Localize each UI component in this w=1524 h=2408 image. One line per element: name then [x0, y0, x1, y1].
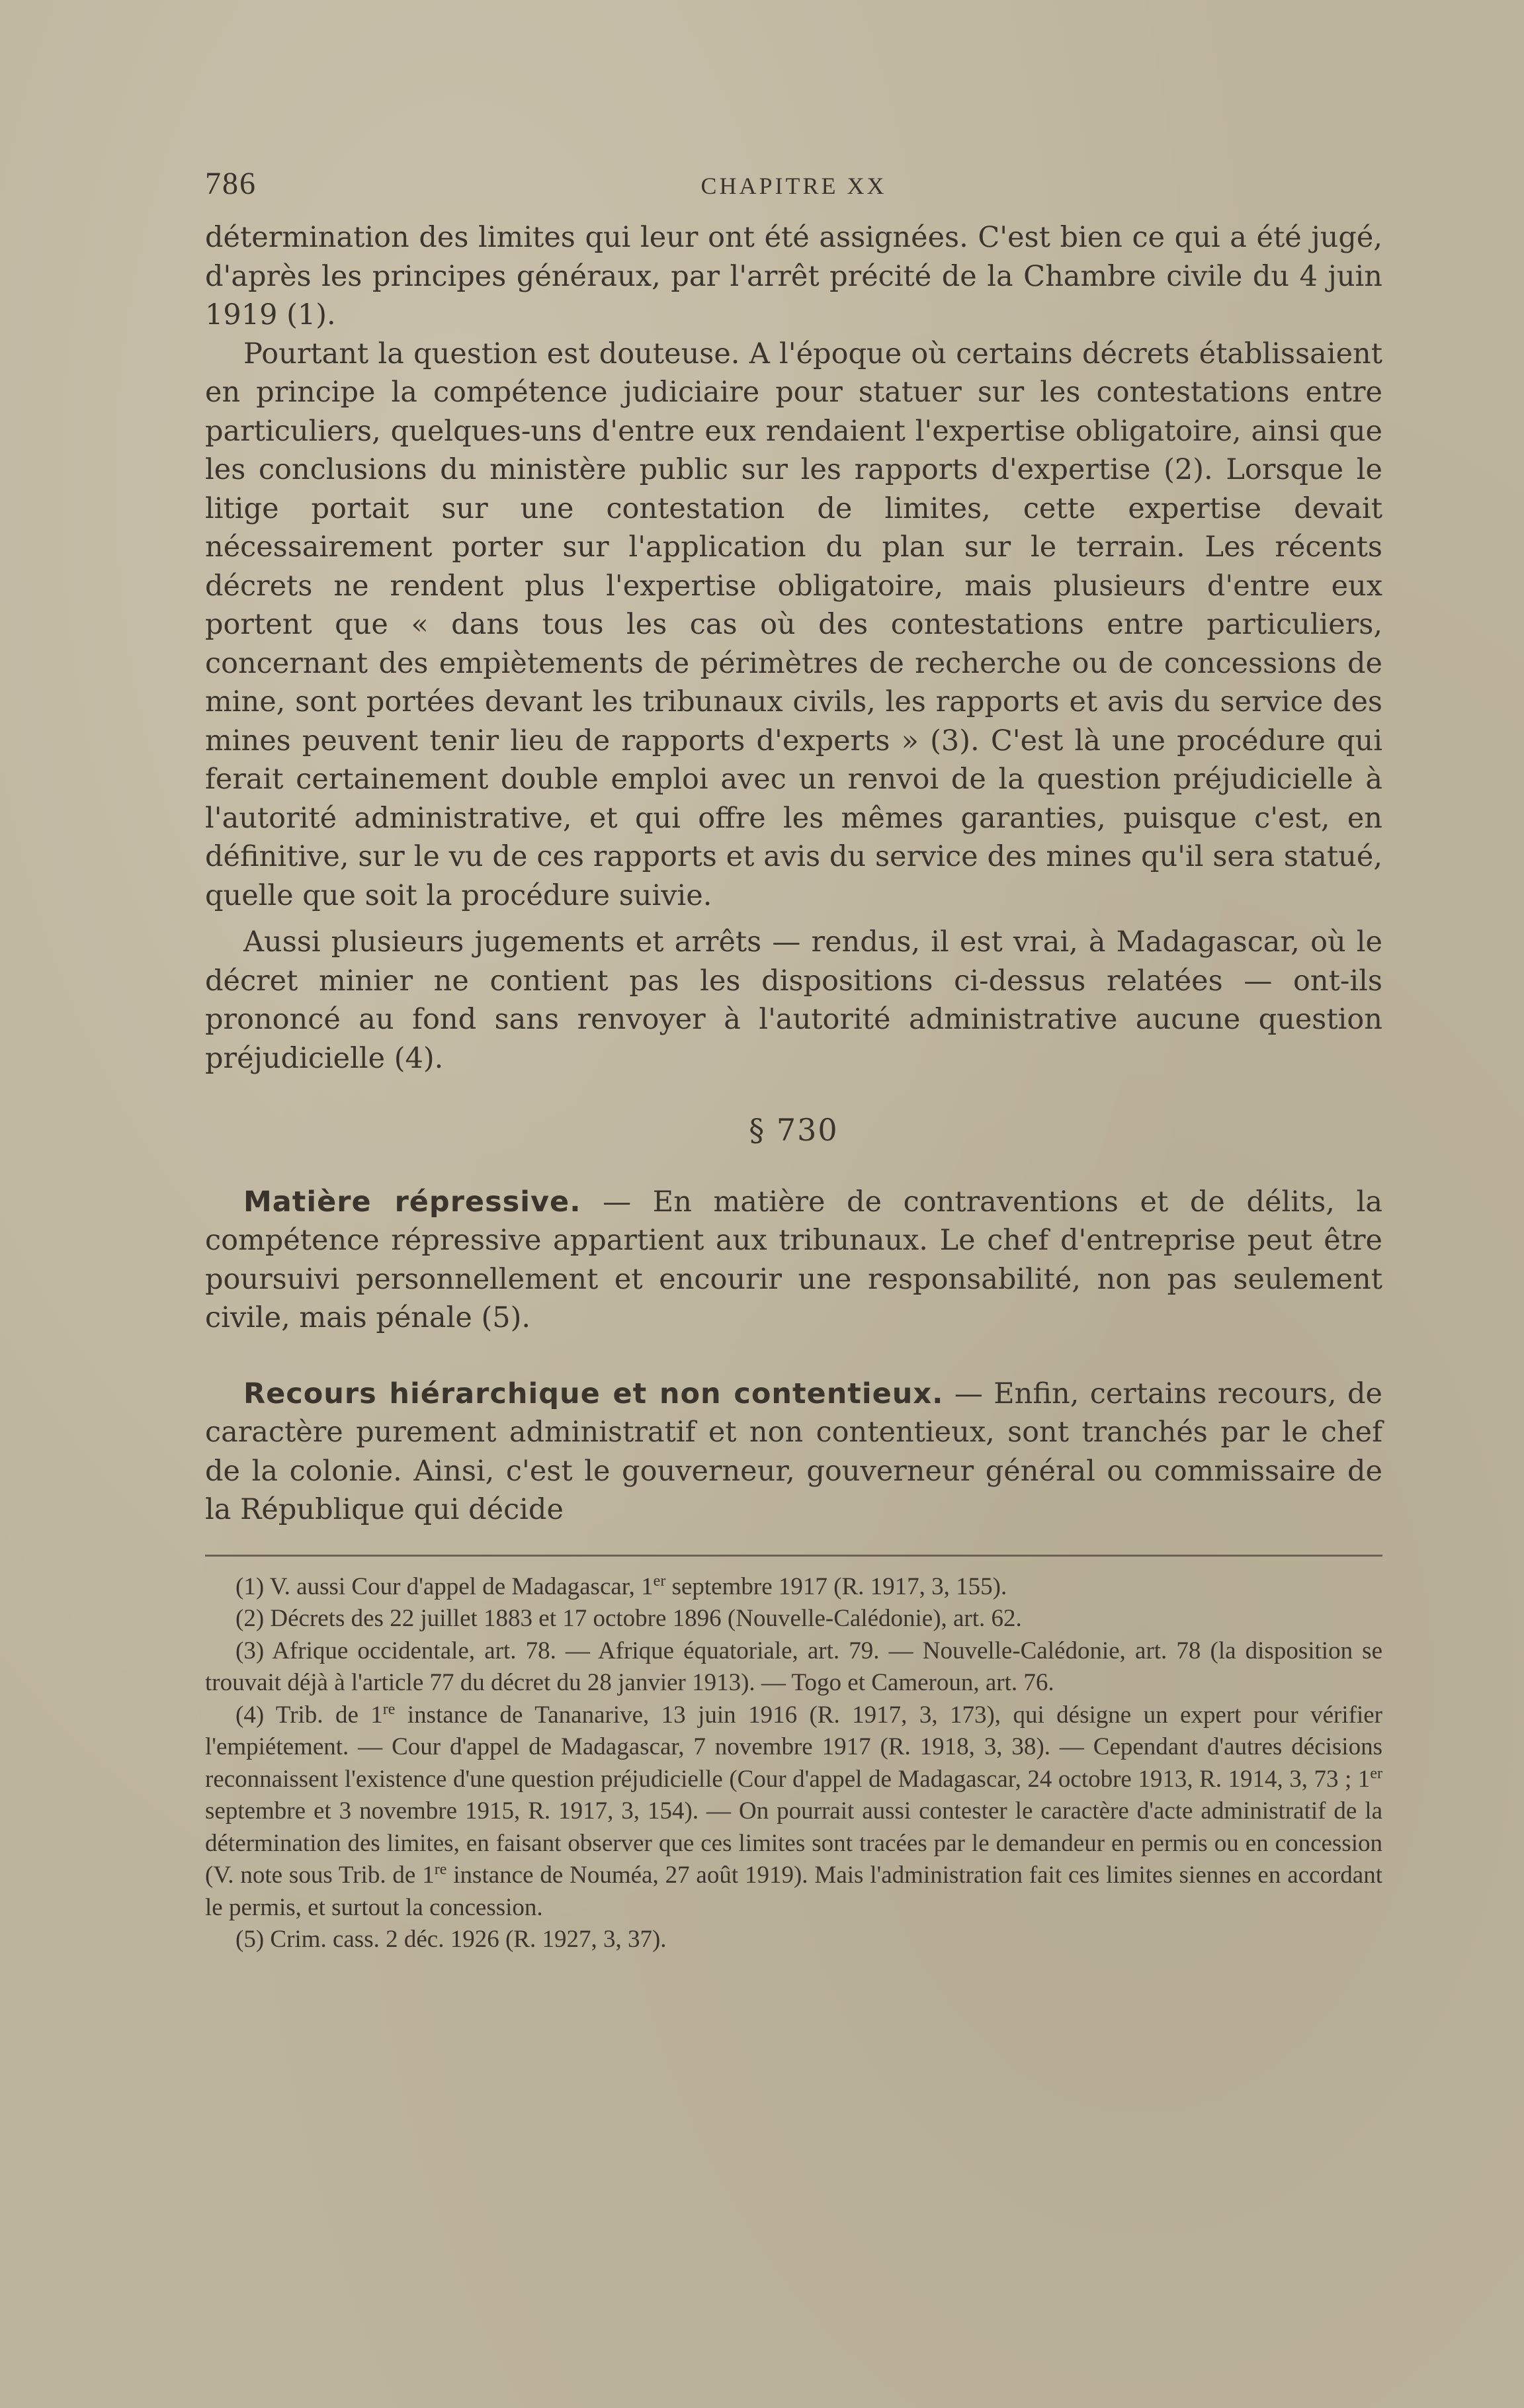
footnote-2: (2) Décrets des 22 juillet 1883 et 17 octobre 1896 (Nouvelle-Calédonie), art. 62.: [235, 1605, 1022, 1632]
paragraph-madagascar: Aussi plusieurs jugements et arrêts — rendus, il est vrai, à Madagascar, où le décret minier ne contient pas les dispositions ci-dessus relatées — ont-ils prononcé au fond sans renvoyer à l'autorité administrative aucune question préjudicielle (4).: [205, 925, 1382, 1075]
footnotes: [205, 1571, 1382, 1956]
chapter-title: CHAPITRE XX: [700, 173, 887, 199]
paragraph-continuation: détermination des limites qui leur ont été assignées. C'est bien ce qui a été jugé, d'après les principes généraux, par l'arrêt précité de la Chambre civile du 4 juin 1919 (1).: [205, 221, 1382, 331]
footnote-rule: [205, 1555, 1382, 1557]
paragraph-question-douteuse: Pourtant la question est douteuse. A l'époque où certains décrets établissaient en principe la compétence judiciaire pour statuer sur les contestations entre particuliers, quelques-uns d'entre eux rendaient l'expertise obligatoire, ainsi que les conclusions du ministère public sur les rapports d'expertise (2). Lorsque le litige portait sur une contestation de limites, cette expertise devait nécessairement porter sur l'application du plan sur le terrain. Les récents décrets ne rendent plus l'expertise obligatoire, mais plusieurs d'entre eux portent que « dans tous les cas où des contestations entre particuliers, concernant des empiètements de périmètres de recherche ou de concessions de mine, sont portées devant les tribunaux civils, les rapports et avis du service des mines peuvent tenir lieu de rapports d'experts » (3). C'est là une procédure qui ferait certainement double emploi avec un renvoi de la question préjudicielle à l'autorité administrative, et qui offre les mêmes garanties, puisque c'est, en définitive, sur le vu de ces rapports et avis du service des mines qu'il sera statué, quelle que soit la procédure suivie.: [205, 337, 1382, 912]
paragraph-matiere-repressive: [205, 1183, 1382, 1338]
footnote-1: (1) V. aussi Cour d'appel de Madagascar, 1er septembre 1917 (R. 1917, 3, 155).: [235, 1572, 1007, 1600]
running-head: [205, 165, 1382, 218]
book-page: [205, 165, 1382, 1956]
footnote-5: (5) Crim. cass. 2 déc. 1926 (R. 1927, 3, 37).: [235, 1926, 667, 1953]
paragraph-gap: [205, 1338, 1382, 1375]
section-heading: § 730: [749, 1112, 839, 1148]
paragraph-text: — Enfin, certains recours, de caractère purement administratif et non contentieux, sont tranchés par le chef de la colonie. Ainsi, c'est le gouverneur, gouverneur général ou commissaire de la République qui décide: [205, 1377, 1382, 1526]
page-number: 786: [205, 166, 257, 201]
run-in-heading: Matière répressive.: [243, 1185, 581, 1219]
footnote-4: (4) Trib. de 1re instance de Tananarive, 13 juin 1916 (R. 1917, 3, 173), qui désigne un expert pour vérifier l'empiétement. — Cour d'appel de Madagascar, 7 novembre 1917 (R. 1918, 3, 38). — Cependant d'autres décisions reconnaissent l'existence d'une question préjudicielle (Cour d'appel de Madagascar, 24 octobre 1913, R. 1914, 3, 73 ; 1er septembre et 3 novembre 1915, R. 1917, 3, 154). — On pourrait aussi contester le caractère d'acte administratif de la détermination des limites, en faisant observer que ces limites sont tracées par le demandeur en permis ou en concession (V. note sous Trib. de 1re instance de Nouméa, 27 août 1919). Mais l'administration fait ces limites siennes en accordant le permis, et surtout la concession.: [205, 1700, 1382, 1921]
run-in-heading: Recours hiérarchique et non contentieux.: [243, 1377, 944, 1410]
footnote-3: (3) Afrique occidentale, art. 78. — Afrique équatoriale, art. 79. — Nouvelle-Calédonie, art. 78 (la disposition se trouvait déjà à l'article 77 du décret du 28 janvier 1913). — Togo et Cameroun, art. 76.: [205, 1637, 1382, 1696]
main-text: [205, 218, 1382, 1529]
paragraph-recours-hierarchique: [205, 1375, 1382, 1529]
paragraph-text: — En matière de contraventions et de délits, la compétence répressive appartient aux tribunaux. Le chef d'entreprise peut être poursuivi personnellement et encourir une responsabilité, non pas seulement civile, mais pénale (5).: [205, 1185, 1382, 1334]
